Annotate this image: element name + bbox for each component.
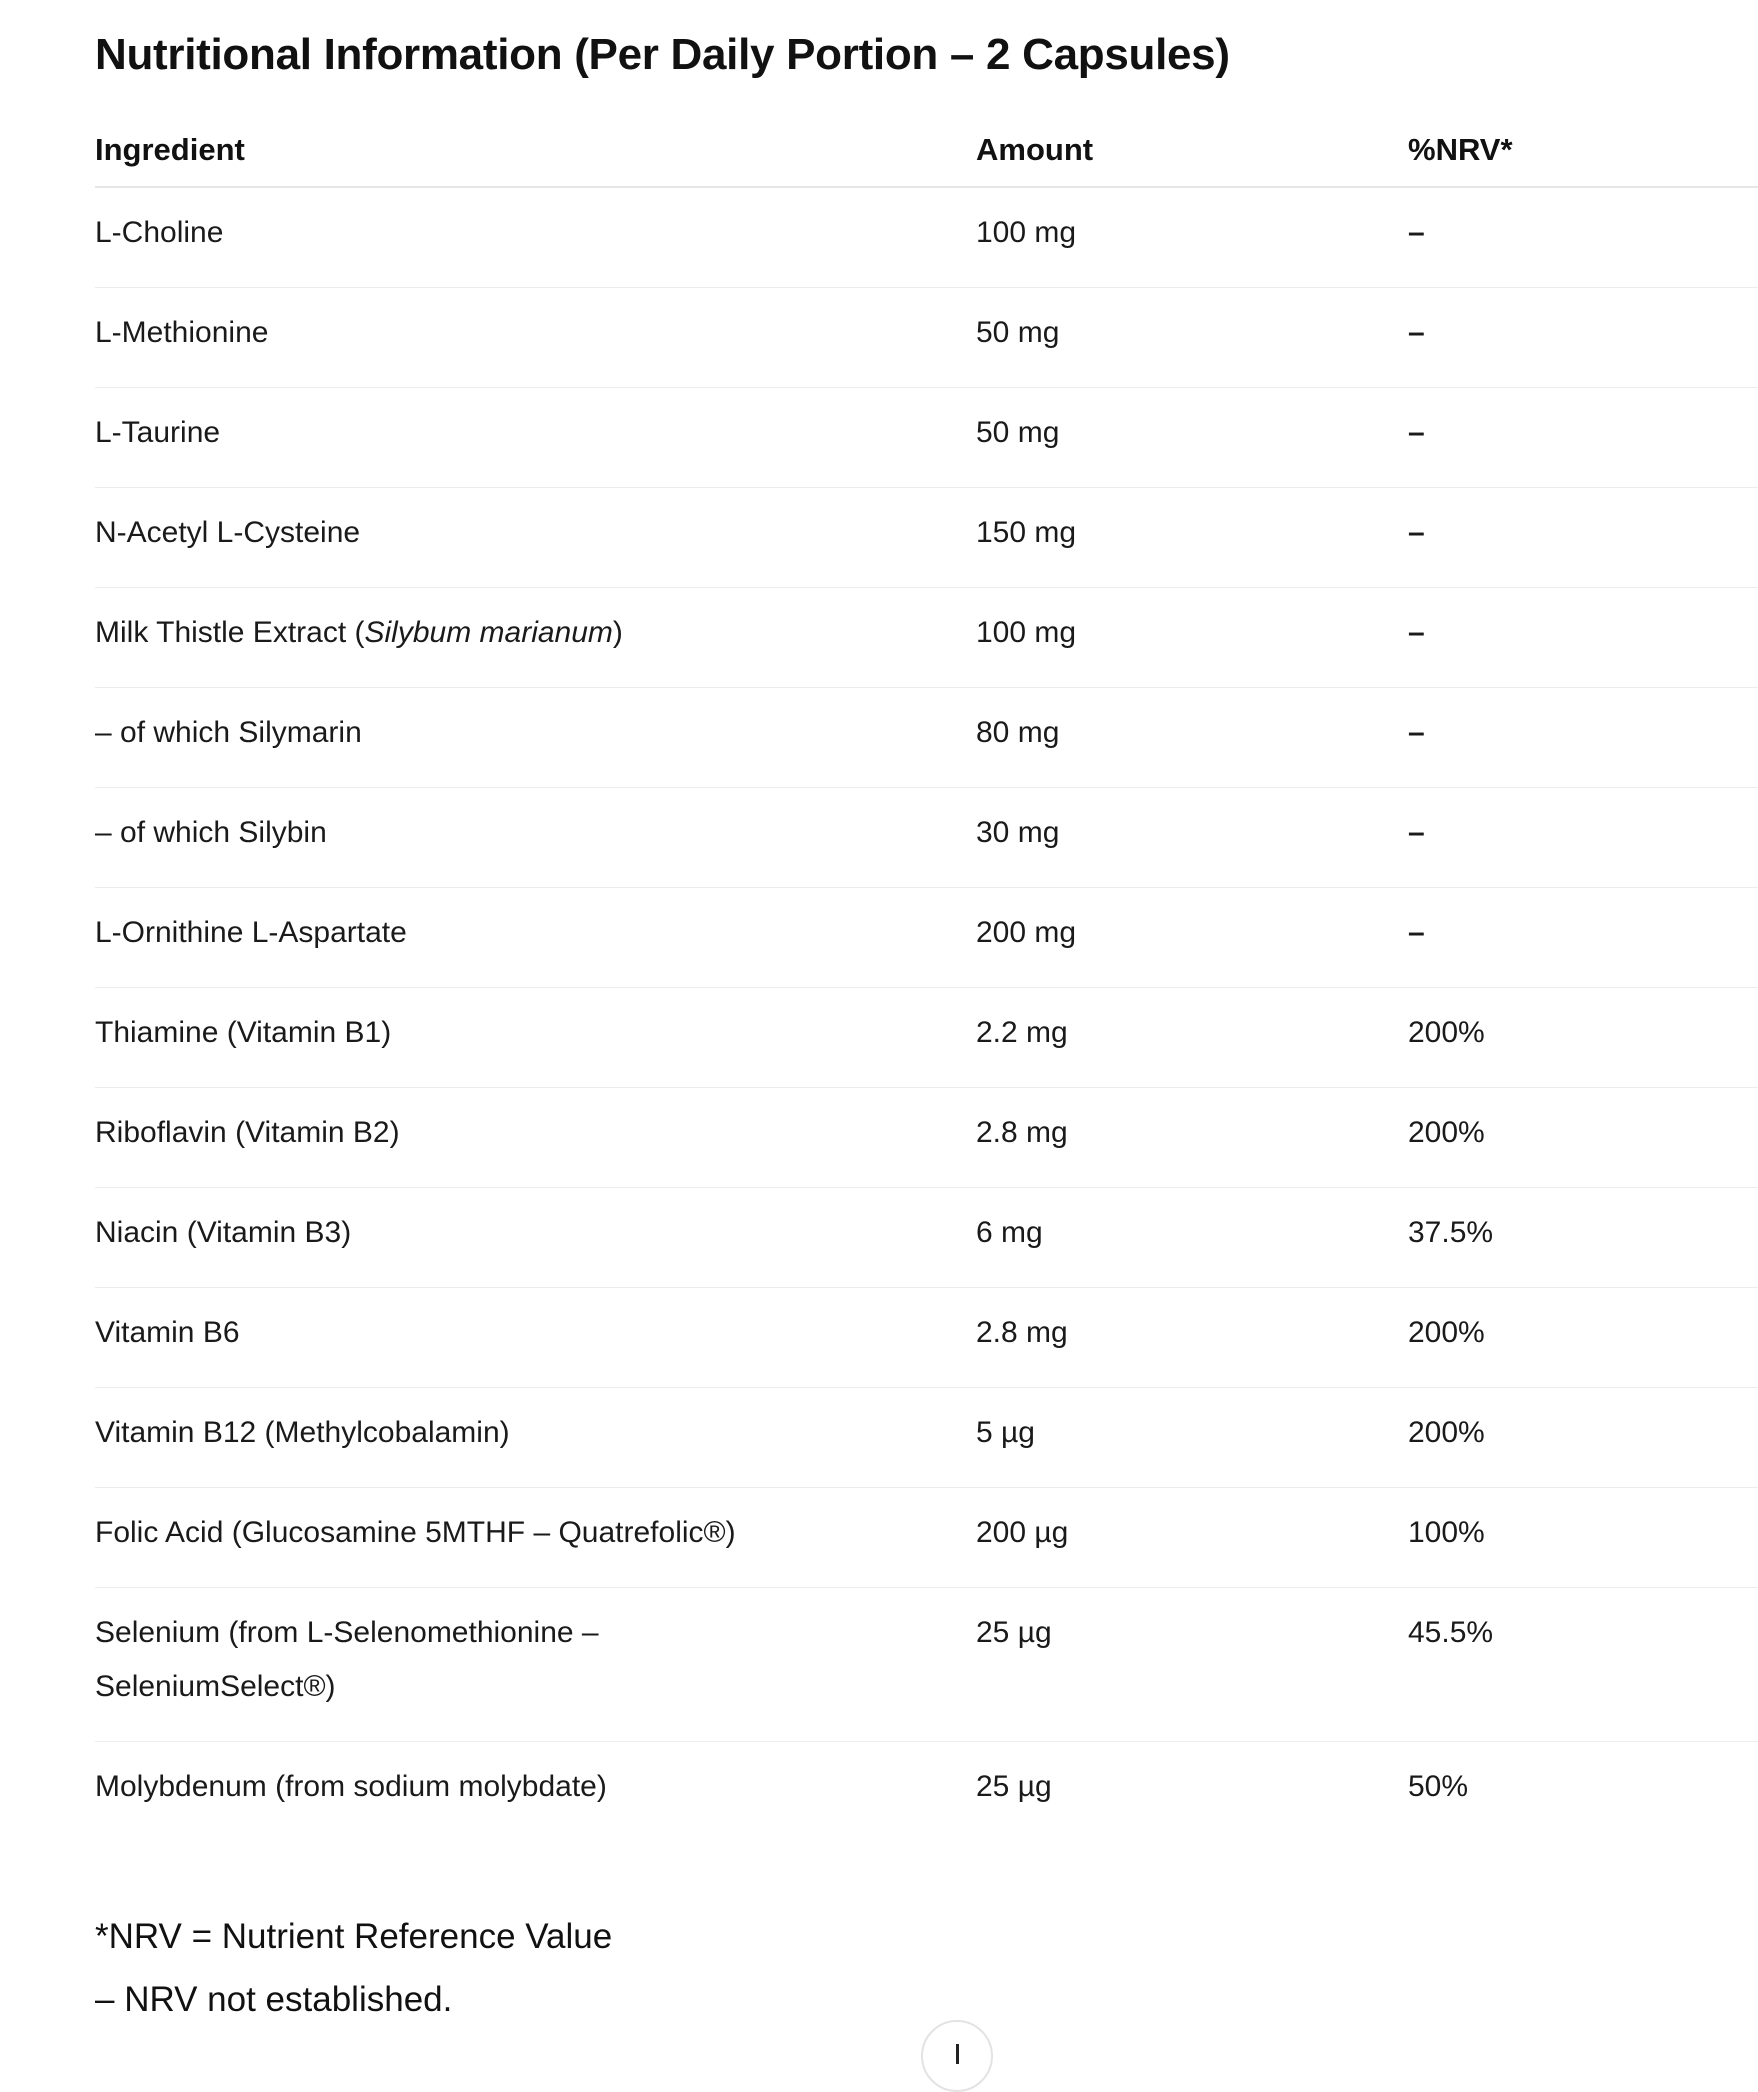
- nrv-cell: [1408, 387, 1758, 487]
- ingredient-cell: [95, 1587, 976, 1741]
- ingredient-name: Riboflavin (Vitamin B2): [95, 1115, 400, 1149]
- nrv-value: –: [1408, 915, 1425, 949]
- amount-value: 80 mg: [976, 715, 1060, 749]
- footnote-nrv-definition: *NRV = Nutrient Reference Value: [95, 1917, 613, 1956]
- amount-value: 50 mg: [976, 315, 1060, 349]
- footnotes: [95, 1905, 612, 2031]
- ingredient-name-suffix: ): [612, 615, 623, 649]
- ingredient-cell: [95, 1187, 976, 1287]
- nrv-value: 200%: [1408, 1015, 1485, 1049]
- ingredient-cell: [95, 687, 976, 787]
- nrv-cell: [1408, 1387, 1758, 1487]
- ingredient-cell: [95, 1287, 976, 1387]
- table-row: [95, 1187, 1758, 1287]
- arrow-down-icon: [956, 2044, 959, 2064]
- amount-cell: [976, 1087, 1408, 1187]
- table-row: [95, 187, 1758, 287]
- amount-cell: [976, 1587, 1408, 1741]
- amount-value: 200 mg: [976, 915, 1077, 949]
- nrv-value: 45.5%: [1408, 1615, 1494, 1649]
- table-row: [95, 1487, 1758, 1587]
- nrv-cell: [1408, 787, 1758, 887]
- nrv-value: –: [1408, 715, 1425, 749]
- ingredient-name-prefix: Milk Thistle Extract (: [95, 615, 365, 649]
- nrv-value: 50%: [1408, 1769, 1469, 1803]
- ingredient-name: – of which Silymarin: [95, 715, 362, 749]
- amount-value: 2.8 mg: [976, 1115, 1068, 1149]
- ingredient-cell: [95, 987, 976, 1087]
- amount-value: 150 mg: [976, 515, 1077, 549]
- ingredient-cell: [95, 187, 976, 287]
- nrv-cell: [1408, 587, 1758, 687]
- ingredient-name: L-Ornithine L-Aspartate: [95, 915, 407, 949]
- amount-cell: [976, 487, 1408, 587]
- ingredient-name: [95, 1606, 976, 1714]
- amount-value: 6 mg: [976, 1215, 1043, 1249]
- table-row: [95, 787, 1758, 887]
- ingredient-cell: [95, 1741, 976, 1841]
- table-row: [95, 887, 1758, 987]
- amount-value: 30 mg: [976, 815, 1060, 849]
- nrv-value: –: [1408, 815, 1425, 849]
- ingredient-name: Thiamine (Vitamin B1): [95, 1015, 392, 1049]
- ingredient-name: L-Choline: [95, 216, 224, 249]
- ingredient-name: N-Acetyl L-Cysteine: [95, 515, 361, 549]
- amount-cell: [976, 1387, 1408, 1487]
- table-row: [95, 387, 1758, 487]
- ingredient-cell: [95, 1487, 976, 1587]
- nrv-value: 200%: [1408, 1315, 1485, 1349]
- amount-cell: [976, 1741, 1408, 1841]
- table-row: [95, 1587, 1758, 1741]
- ingredient-cell: [95, 587, 976, 687]
- ingredient-name: L-Taurine: [95, 415, 221, 449]
- table-row: [95, 1741, 1758, 1841]
- nrv-value: –: [1408, 315, 1425, 349]
- amount-cell: [976, 787, 1408, 887]
- ingredient-name: Niacin (Vitamin B3): [95, 1215, 352, 1249]
- nrv-cell: [1408, 1187, 1758, 1287]
- table-row: [95, 1087, 1758, 1187]
- amount-cell: [976, 587, 1408, 687]
- nutrition-table: [95, 118, 1758, 1841]
- nrv-value: –: [1408, 515, 1425, 549]
- ingredient-cell: [95, 387, 976, 487]
- amount-value: 2.8 mg: [976, 1315, 1068, 1349]
- header-nrv: %NRV*: [1408, 118, 1758, 187]
- ingredient-name: Folic Acid (Glucosamine 5MTHF – Quatrefolic®): [95, 1515, 736, 1549]
- table-header-row: [95, 118, 1758, 187]
- table-row: [95, 287, 1758, 387]
- amount-value: 25 µg: [976, 1769, 1052, 1803]
- nrv-cell: [1408, 987, 1758, 1087]
- nrv-value: 200%: [1408, 1115, 1485, 1149]
- table-row: [95, 987, 1758, 1087]
- amount-value: 50 mg: [976, 415, 1060, 449]
- amount-cell: [976, 1487, 1408, 1587]
- amount-cell: [976, 687, 1408, 787]
- table-row: [95, 1287, 1758, 1387]
- footnote-nrv-not-established: – NRV not established.: [95, 1980, 453, 2019]
- ingredient-cell: [95, 787, 976, 887]
- ingredient-cell: [95, 887, 976, 987]
- nrv-value: –: [1408, 415, 1425, 449]
- amount-cell: [976, 187, 1408, 287]
- table-row: [95, 1387, 1758, 1487]
- amount-value: 25 µg: [976, 1615, 1052, 1649]
- ingredient-name: – of which Silybin: [95, 815, 327, 849]
- nrv-cell: [1408, 487, 1758, 587]
- amount-value: 100 mg: [976, 615, 1077, 649]
- nutrition-table-container: [95, 118, 1758, 1841]
- ingredient-name: Vitamin B6: [95, 1315, 240, 1349]
- nrv-cell: [1408, 887, 1758, 987]
- page-title: Nutritional Information (Per Daily Portion – 2 Capsules): [95, 30, 1230, 79]
- amount-cell: [976, 1287, 1408, 1387]
- ingredient-name-line-2: SeleniumSelect®): [95, 1669, 336, 1703]
- nrv-cell: [1408, 1487, 1758, 1587]
- amount-cell: [976, 287, 1408, 387]
- amount-value: 100 mg: [976, 216, 1077, 249]
- ingredient-cell: [95, 287, 976, 387]
- amount-value: 200 µg: [976, 1515, 1069, 1549]
- amount-cell: [976, 887, 1408, 987]
- amount-value: 5 µg: [976, 1415, 1035, 1449]
- ingredient-name: L-Methionine: [95, 315, 269, 349]
- scroll-down-button[interactable]: [921, 2020, 993, 2092]
- nrv-cell: [1408, 1287, 1758, 1387]
- amount-cell: [976, 987, 1408, 1087]
- amount-cell: [976, 1187, 1408, 1287]
- nrv-value: –: [1408, 615, 1425, 649]
- nrv-cell: [1408, 1741, 1758, 1841]
- ingredient-name: Molybdenum (from sodium molybdate): [95, 1769, 607, 1803]
- nrv-value: 200%: [1408, 1415, 1485, 1449]
- amount-cell: [976, 387, 1408, 487]
- header-amount: Amount: [976, 118, 1408, 187]
- table-row: [95, 487, 1758, 587]
- nrv-value: 37.5%: [1408, 1215, 1494, 1249]
- nrv-cell: [1408, 687, 1758, 787]
- nrv-cell: [1408, 287, 1758, 387]
- nrv-cell: [1408, 187, 1758, 287]
- ingredient-name: [95, 606, 976, 660]
- ingredient-latin-name: Silybum marianum: [364, 615, 613, 649]
- ingredient-cell: [95, 1087, 976, 1187]
- table-row: [95, 687, 1758, 787]
- ingredient-name-line-1: Selenium (from L-Selenomethionine –: [95, 1615, 599, 1649]
- amount-value: 2.2 mg: [976, 1015, 1068, 1049]
- ingredient-name: Vitamin B12 (Methylcobalamin): [95, 1415, 510, 1449]
- nrv-value: 100%: [1408, 1515, 1485, 1549]
- ingredient-cell: [95, 1387, 976, 1487]
- nrv-cell: [1408, 1087, 1758, 1187]
- table-row: [95, 587, 1758, 687]
- nrv-value: –: [1408, 216, 1425, 249]
- ingredient-cell: [95, 487, 976, 587]
- header-ingredient: Ingredient: [95, 118, 976, 187]
- nrv-cell: [1408, 1587, 1758, 1741]
